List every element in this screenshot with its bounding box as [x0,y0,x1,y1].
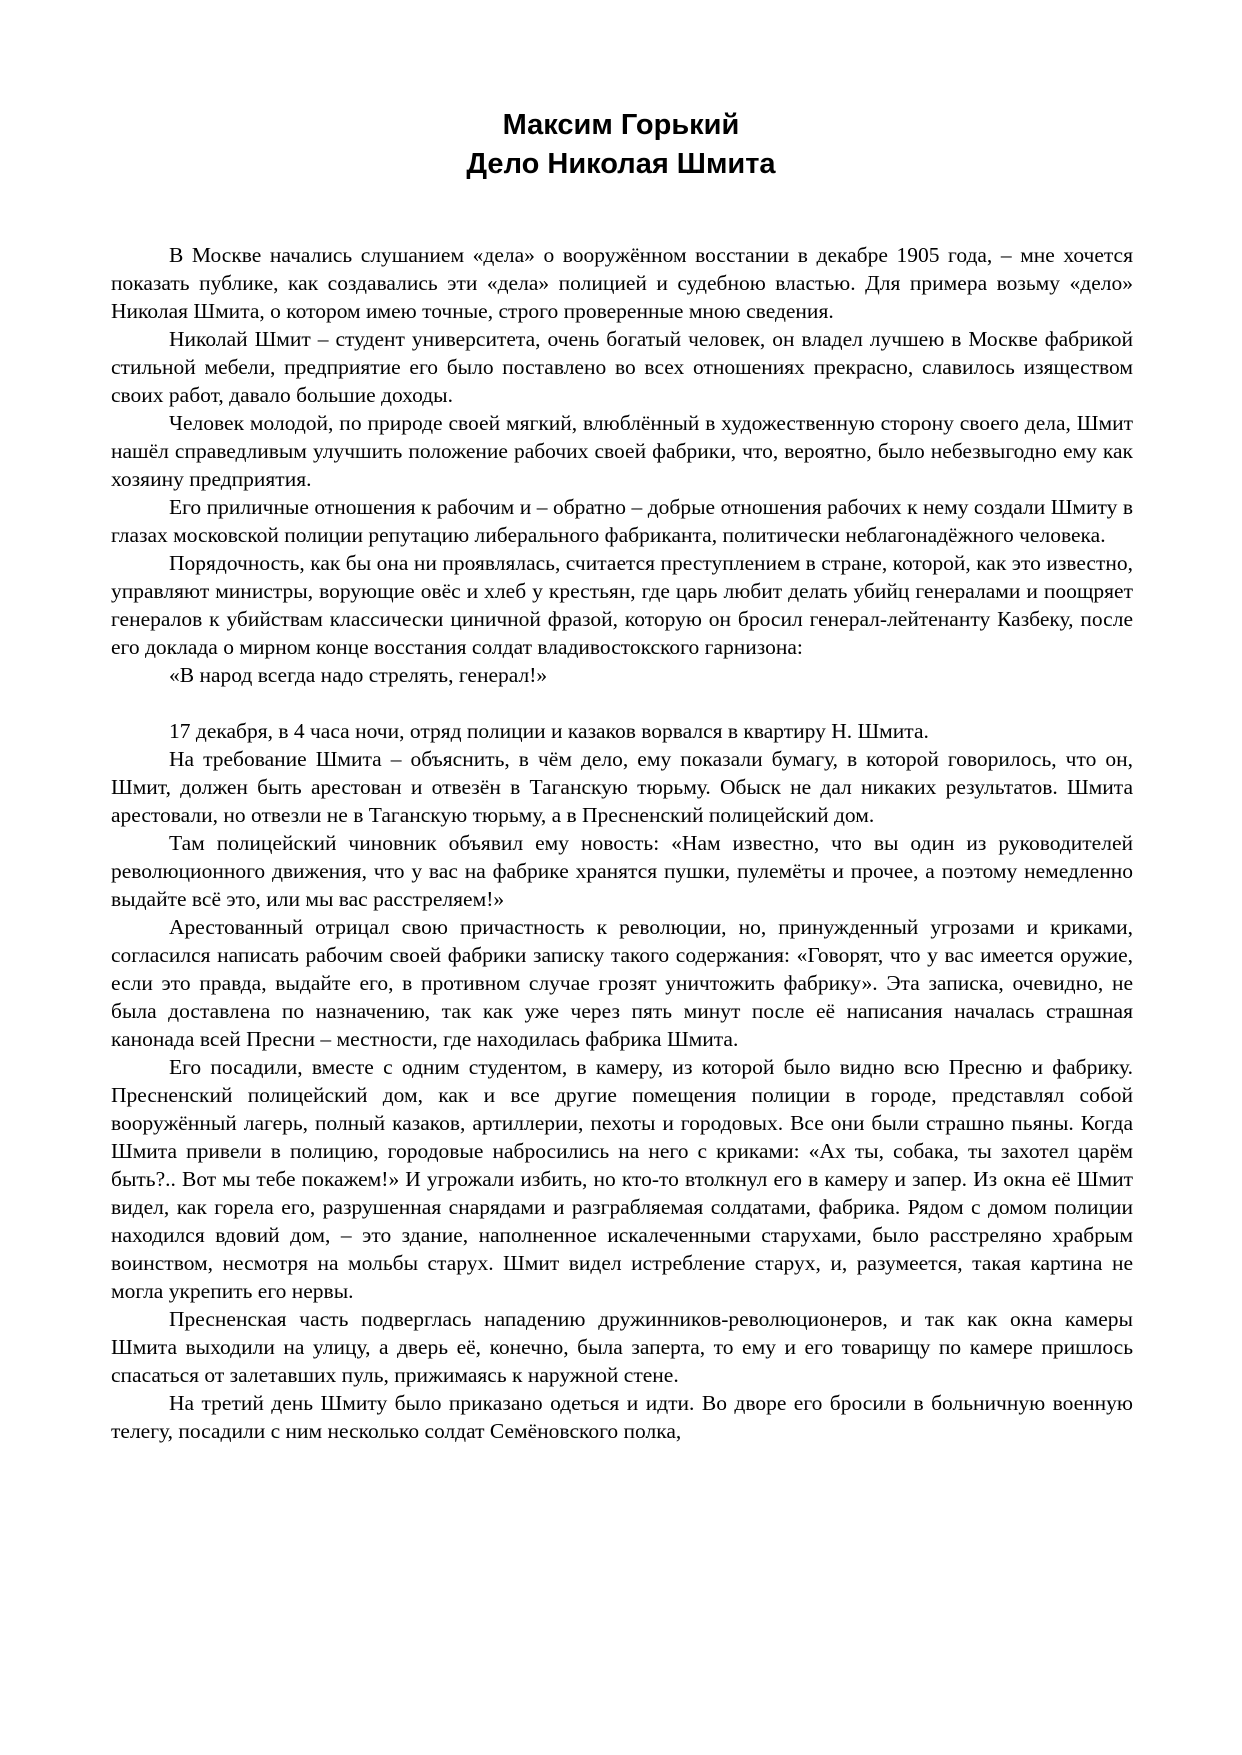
paragraph: В Москве начались слушанием «дела» о вооружённом восстании в декабре 1905 года, – мне хочется показать публике, как создавались эти «дела» полицией и судебною властью. Для примера возьму «дело» Николая Шмита, о котором имею точные, строго проверенные мною сведения. [111,243,1133,323]
paragraph: Его посадили, вместе с одним студентом, в камеру, из которой было видно всю Пресню и фабрику. Пресненский полицейский дом, как и все другие помещения полиции в городе, представлял собой вооружённый лагерь, полный казаков, артиллерии, пехоты и городовых. Все они были страшно пьяны. Когда Шмита привели в полицию, городовые набросились на него с криками: «Ах ты, собака, ты захотел царём быть?.. Вот мы тебе покажем!» И угрожали избить, но кто-то втолкнул его в камеру и запер. Из окна её Шмит видел, как горела его, разрушенная снарядами и разграбляемая солдатами, фабрика. Рядом с домом полиции находился вдовий дом, – это здание, наполненное искалеченными старухами, было расстреляно храбрым воинством, несмотря на мольбы старух. Шмит видел истребление старух, и, разумеется, такая картина не могла укрепить его нервы. [111,1055,1133,1303]
title-block [0,106,1242,184]
paragraph: На требование Шмита – объяснить, в чём дело, ему показали бумагу, в которой говорилось, что он, Шмит, должен быть арестован и отвезён в Таганскую тюрьму. Обыск не дал никаких результатов. Шмита арестовали, но отвезли не в Таганскую тюрьму, а в Пресненский полицейский дом. [111,747,1133,827]
quote-paragraph: «В народ всегда надо стрелять, генерал!» [169,663,548,687]
body-text [111,241,1133,1445]
paragraph: Его приличные отношения к рабочим и – обратно – добрые отношения рабочих к нему создали Шмиту в глазах московской полиции репутацию либерального фабриканта, политически неблагонадёжного человека. [111,495,1133,547]
document-title: Дело Николая Шмита [466,148,776,180]
author-name: Максим Горький [502,109,740,141]
paragraph: 17 декабря, в 4 часа ночи, отряд полиции и казаков ворвался в квартиру Н. Шмита. [169,719,929,743]
paragraph: Николай Шмит – студент университета, очень богатый человек, он владел лучшею в Москве фабрикой стильной мебели, предприятие его было поставлено во всех отношениях прекрасно, славилось изяществом своих работ, давало большие доходы. [111,327,1133,407]
paragraph: На третий день Шмиту было приказано одеться и идти. Во дворе его бросили в больничную военную телегу, посадили с ним несколько солдат Семёновского полка, [111,1391,1133,1443]
paragraph: Там полицейский чиновник объявил ему новость: «Нам известно, что вы один из руководителей революционного движения, что у вас на фабрике хранятся пушки, пулемёты и прочее, а поэтому немедленно выдайте всё это, или мы вас расстреляем!» [111,831,1133,911]
paragraph: Человек молодой, по природе своей мягкий, влюблённый в художественную сторону своего дела, Шмит нашёл справедливым улучшить положение рабочих своей фабрики, что, вероятно, было небезвыгодно ему как хозяину предприятия. [111,411,1133,491]
paragraph: Арестованный отрицал свою причастность к революции, но, принужденный угрозами и криками, согласился написать рабочим своей фабрики записку такого содержания: «Говорят, что у вас имеется оружие, если это правда, выдайте его, в противном случае грозят уничтожить фабрику». Эта записка, очевидно, не была доставлена по назначению, так как уже через пять минут после её написания началась страшная канонада всей Пресни – местности, где находилась фабрика Шмита. [111,915,1133,1051]
paragraph: Пресненская часть подверглась нападению дружинников-революционеров, и так как окна камеры Шмита выходили на улицу, а дверь её, конечно, была заперта, то ему и его товарищу по камере пришлось спасаться от залетавших пуль, прижимаясь к наружной стене. [111,1307,1133,1387]
paragraph: Порядочность, как бы она ни проявлялась, считается преступлением в стране, которой, как это известно, управляют министры, ворующие овёс и хлеб у крестьян, где царь любит делать убийц генералами и поощряет генералов к убийствам классически циничной фразой, которую он бросил генерал-лейтенанту Казбеку, после его доклада о мирном конце восстания солдат владивостокского гарнизона: [111,551,1133,659]
